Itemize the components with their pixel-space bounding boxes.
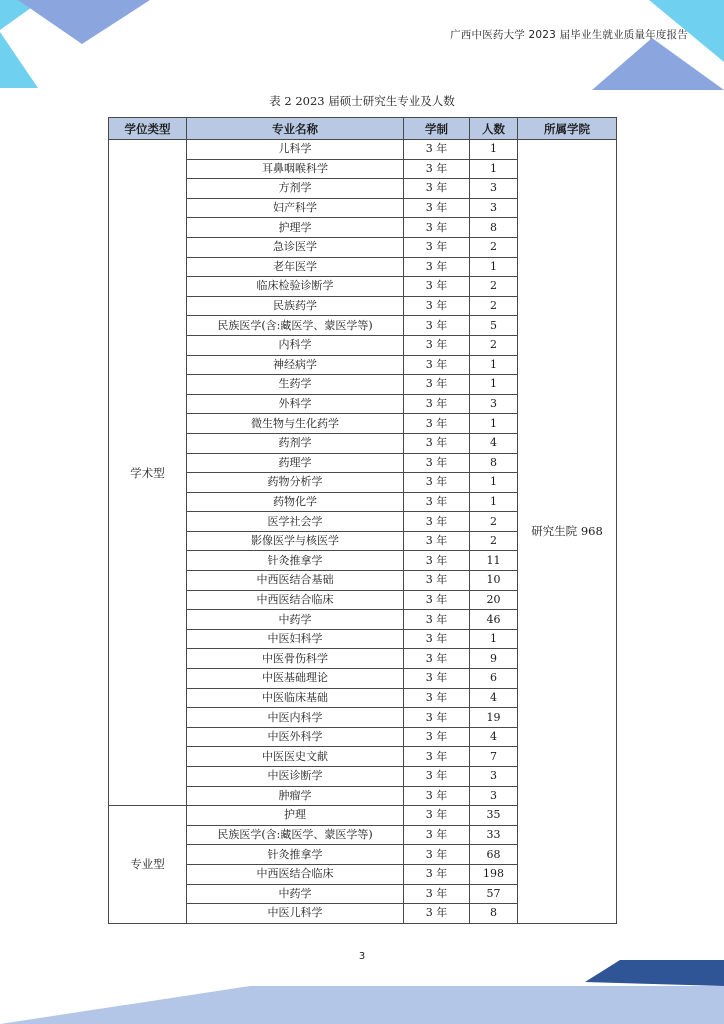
duration-cell: 3 年 <box>404 140 470 160</box>
duration-cell: 3 年 <box>404 531 470 551</box>
major-name-cell: 中西医结合临床 <box>187 864 404 884</box>
count-cell: 46 <box>470 610 518 630</box>
major-name-cell: 中药学 <box>187 610 404 630</box>
major-name-cell: 中西医结合临床 <box>187 590 404 610</box>
count-cell: 3 <box>470 786 518 806</box>
duration-cell: 3 年 <box>404 237 470 257</box>
duration-cell: 3 年 <box>404 316 470 336</box>
duration-cell: 3 年 <box>404 747 470 767</box>
top-right-decoration <box>564 0 724 95</box>
count-cell: 1 <box>470 473 518 493</box>
degree-type-cell: 专业型 <box>109 806 187 924</box>
count-cell: 1 <box>470 375 518 395</box>
duration-cell: 3 年 <box>404 904 470 924</box>
major-name-cell: 中医临床基础 <box>187 688 404 708</box>
bottom-decoration <box>0 960 724 1024</box>
count-cell: 4 <box>470 433 518 453</box>
major-name-cell: 中医医史文献 <box>187 747 404 767</box>
count-cell: 5 <box>470 316 518 336</box>
major-name-cell: 外科学 <box>187 394 404 414</box>
duration-cell: 3 年 <box>404 296 470 316</box>
major-name-cell: 药剂学 <box>187 433 404 453</box>
count-cell: 1 <box>470 414 518 434</box>
count-cell: 198 <box>470 864 518 884</box>
duration-cell: 3 年 <box>404 767 470 787</box>
major-name-cell: 内科学 <box>187 335 404 355</box>
duration-cell: 3 年 <box>404 845 470 865</box>
count-cell: 4 <box>470 688 518 708</box>
count-cell: 8 <box>470 453 518 473</box>
count-cell: 1 <box>470 355 518 375</box>
major-name-cell: 护理 <box>187 806 404 826</box>
major-name-cell: 方剂学 <box>187 179 404 199</box>
major-name-cell: 急诊医学 <box>187 237 404 257</box>
majors-table-container <box>108 117 616 924</box>
duration-cell: 3 年 <box>404 277 470 297</box>
major-name-cell: 中医外科学 <box>187 727 404 747</box>
count-cell: 2 <box>470 277 518 297</box>
major-name-cell: 影像医学与核医学 <box>187 531 404 551</box>
major-name-cell: 针灸推拿学 <box>187 551 404 571</box>
duration-cell: 3 年 <box>404 688 470 708</box>
major-name-cell: 中医妇科学 <box>187 629 404 649</box>
majors-table <box>108 117 617 924</box>
duration-cell: 3 年 <box>404 512 470 532</box>
count-cell: 1 <box>470 492 518 512</box>
major-name-cell: 中医诊断学 <box>187 767 404 787</box>
duration-cell: 3 年 <box>404 355 470 375</box>
count-cell: 9 <box>470 649 518 669</box>
duration-cell: 3 年 <box>404 884 470 904</box>
major-name-cell: 生药学 <box>187 375 404 395</box>
duration-cell: 3 年 <box>404 610 470 630</box>
header-degree-type: 学位类型 <box>109 118 187 140</box>
duration-cell: 3 年 <box>404 218 470 238</box>
duration-cell: 3 年 <box>404 375 470 395</box>
table-caption: 表 2 2023 届硕士研究生专业及人数 <box>269 94 455 108</box>
degree-type-cell: 学术型 <box>109 140 187 806</box>
major-name-cell: 微生物与生化药学 <box>187 414 404 434</box>
duration-cell: 3 年 <box>404 433 470 453</box>
count-cell: 57 <box>470 884 518 904</box>
report-header-title: 广西中医药大学 2023 届毕业生就业质量年度报告 <box>450 29 688 41</box>
table-body <box>109 140 617 924</box>
major-name-cell: 临床检验诊断学 <box>187 277 404 297</box>
header-college: 所属学院 <box>518 118 617 140</box>
duration-cell: 3 年 <box>404 335 470 355</box>
count-cell: 1 <box>470 257 518 277</box>
duration-cell: 3 年 <box>404 590 470 610</box>
major-name-cell: 医学社会学 <box>187 512 404 532</box>
major-name-cell: 儿科学 <box>187 140 404 160</box>
major-name-cell: 中西医结合基础 <box>187 571 404 591</box>
duration-cell: 3 年 <box>404 571 470 591</box>
count-cell: 1 <box>470 629 518 649</box>
count-cell: 2 <box>470 296 518 316</box>
duration-cell: 3 年 <box>404 198 470 218</box>
table-row <box>109 140 617 160</box>
duration-cell: 3 年 <box>404 453 470 473</box>
count-cell: 3 <box>470 767 518 787</box>
duration-cell: 3 年 <box>404 414 470 434</box>
major-name-cell: 中医儿科学 <box>187 904 404 924</box>
college-cell: 研究生院 968 <box>518 140 617 924</box>
duration-cell: 3 年 <box>404 727 470 747</box>
major-name-cell: 中医骨伤科学 <box>187 649 404 669</box>
duration-cell: 3 年 <box>404 649 470 669</box>
major-name-cell: 药物化学 <box>187 492 404 512</box>
count-cell: 35 <box>470 806 518 826</box>
table-header-row <box>109 118 617 140</box>
count-cell: 3 <box>470 198 518 218</box>
major-name-cell: 民族药学 <box>187 296 404 316</box>
major-name-cell: 民族医学(含:藏医学、蒙医学等) <box>187 825 404 845</box>
count-cell: 2 <box>470 531 518 551</box>
count-cell: 8 <box>470 904 518 924</box>
count-cell: 2 <box>470 335 518 355</box>
header-duration: 学制 <box>404 118 470 140</box>
count-cell: 33 <box>470 825 518 845</box>
count-cell: 19 <box>470 708 518 728</box>
major-name-cell: 中医基础理论 <box>187 669 404 689</box>
duration-cell: 3 年 <box>404 864 470 884</box>
count-cell: 10 <box>470 571 518 591</box>
count-cell: 7 <box>470 747 518 767</box>
major-name-cell: 妇产科学 <box>187 198 404 218</box>
count-cell: 8 <box>470 218 518 238</box>
duration-cell: 3 年 <box>404 806 470 826</box>
major-name-cell: 中医内科学 <box>187 708 404 728</box>
duration-cell: 3 年 <box>404 179 470 199</box>
page-number: 3 <box>358 951 366 962</box>
duration-cell: 3 年 <box>404 473 470 493</box>
duration-cell: 3 年 <box>404 825 470 845</box>
count-cell: 68 <box>470 845 518 865</box>
duration-cell: 3 年 <box>404 786 470 806</box>
duration-cell: 3 年 <box>404 629 470 649</box>
header-count: 人数 <box>470 118 518 140</box>
major-name-cell: 耳鼻咽喉科学 <box>187 159 404 179</box>
duration-cell: 3 年 <box>404 708 470 728</box>
major-name-cell: 护理学 <box>187 218 404 238</box>
major-name-cell: 中药学 <box>187 884 404 904</box>
count-cell: 1 <box>470 159 518 179</box>
duration-cell: 3 年 <box>404 257 470 277</box>
count-cell: 4 <box>470 727 518 747</box>
duration-cell: 3 年 <box>404 551 470 571</box>
major-name-cell: 神经病学 <box>187 355 404 375</box>
count-cell: 6 <box>470 669 518 689</box>
duration-cell: 3 年 <box>404 492 470 512</box>
major-name-cell: 肿瘤学 <box>187 786 404 806</box>
top-left-decoration <box>0 0 160 90</box>
count-cell: 20 <box>470 590 518 610</box>
count-cell: 11 <box>470 551 518 571</box>
major-name-cell: 民族医学(含:藏医学、蒙医学等) <box>187 316 404 336</box>
count-cell: 2 <box>470 237 518 257</box>
count-cell: 3 <box>470 179 518 199</box>
major-name-cell: 药理学 <box>187 453 404 473</box>
major-name-cell: 针灸推拿学 <box>187 845 404 865</box>
count-cell: 1 <box>470 140 518 160</box>
header-major-name: 专业名称 <box>187 118 404 140</box>
duration-cell: 3 年 <box>404 669 470 689</box>
major-name-cell: 老年医学 <box>187 257 404 277</box>
count-cell: 2 <box>470 512 518 532</box>
duration-cell: 3 年 <box>404 159 470 179</box>
major-name-cell: 药物分析学 <box>187 473 404 493</box>
count-cell: 3 <box>470 394 518 414</box>
duration-cell: 3 年 <box>404 394 470 414</box>
